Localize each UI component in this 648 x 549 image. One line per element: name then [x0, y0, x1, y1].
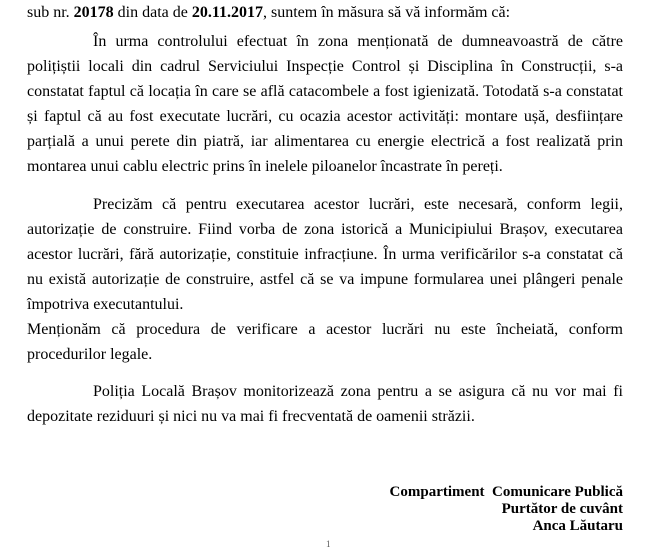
- paragraph-authorization: Precizăm că pentru executarea acestor lucrări, este necesară, conform legii, autorizație de construire. Fiind vorba de zona istorică a Municipiului Brașov, executarea acestor lucrări, fără autorizație, constituie infracțiune. În urma verificărilor s-a constatat că nu există autorizație de construire, astfel că se va impune formularea unei plângeri penale împotriva executantului.: [27, 196, 623, 313]
- signature-name: Anca Lăutaru: [532, 518, 623, 534]
- signature-role: Purtător de cuvânt: [501, 501, 623, 517]
- document-page: [27, 0, 623, 429]
- signature-department: Compartiment Comunicare Publică: [389, 484, 623, 500]
- registration-number: 20178: [73, 4, 114, 21]
- intro-middle: din data de: [113, 4, 192, 21]
- paragraph-control-findings: În urma controlului efectuat în zona menționată de dumneavoastră de către polițiștii locali din cadrul Serviciului Inspecție Control și Disciplina în Construcții, s-a constatat faptul că locația în care se află catacombele a fost igienizată. Totodată s-a constatat și faptul că au fost executate lucrări, cu ocazia acestor activități: montare ușă, desființare parțială a unui perete din piatră, iar alimentarea cu energie electrică a fost realizată prin montarea unui cablu electric prins în inelele piloanelor încastrate în pereți.: [27, 33, 623, 175]
- intro-prefix: sub nr.: [27, 4, 74, 21]
- page-number: 1: [326, 539, 331, 549]
- signature-block: [390, 484, 623, 535]
- paragraph-procedure: Menționăm că procedura de verificare a acestor lucrări nu este încheiată, conform procedurilor legale.: [27, 321, 623, 363]
- registration-date: 20.11.2017: [191, 4, 263, 21]
- intro-line: [27, 0, 623, 25]
- intro-suffix: , suntem în măsura să vă informăm că:: [263, 4, 511, 21]
- paragraph-monitoring: Poliția Locală Brașov monitorizează zona pentru a se asigura că nu vor mai fi depozitate reziduuri și nici nu va mai fi frecventată de oamenii străzii.: [27, 383, 623, 425]
